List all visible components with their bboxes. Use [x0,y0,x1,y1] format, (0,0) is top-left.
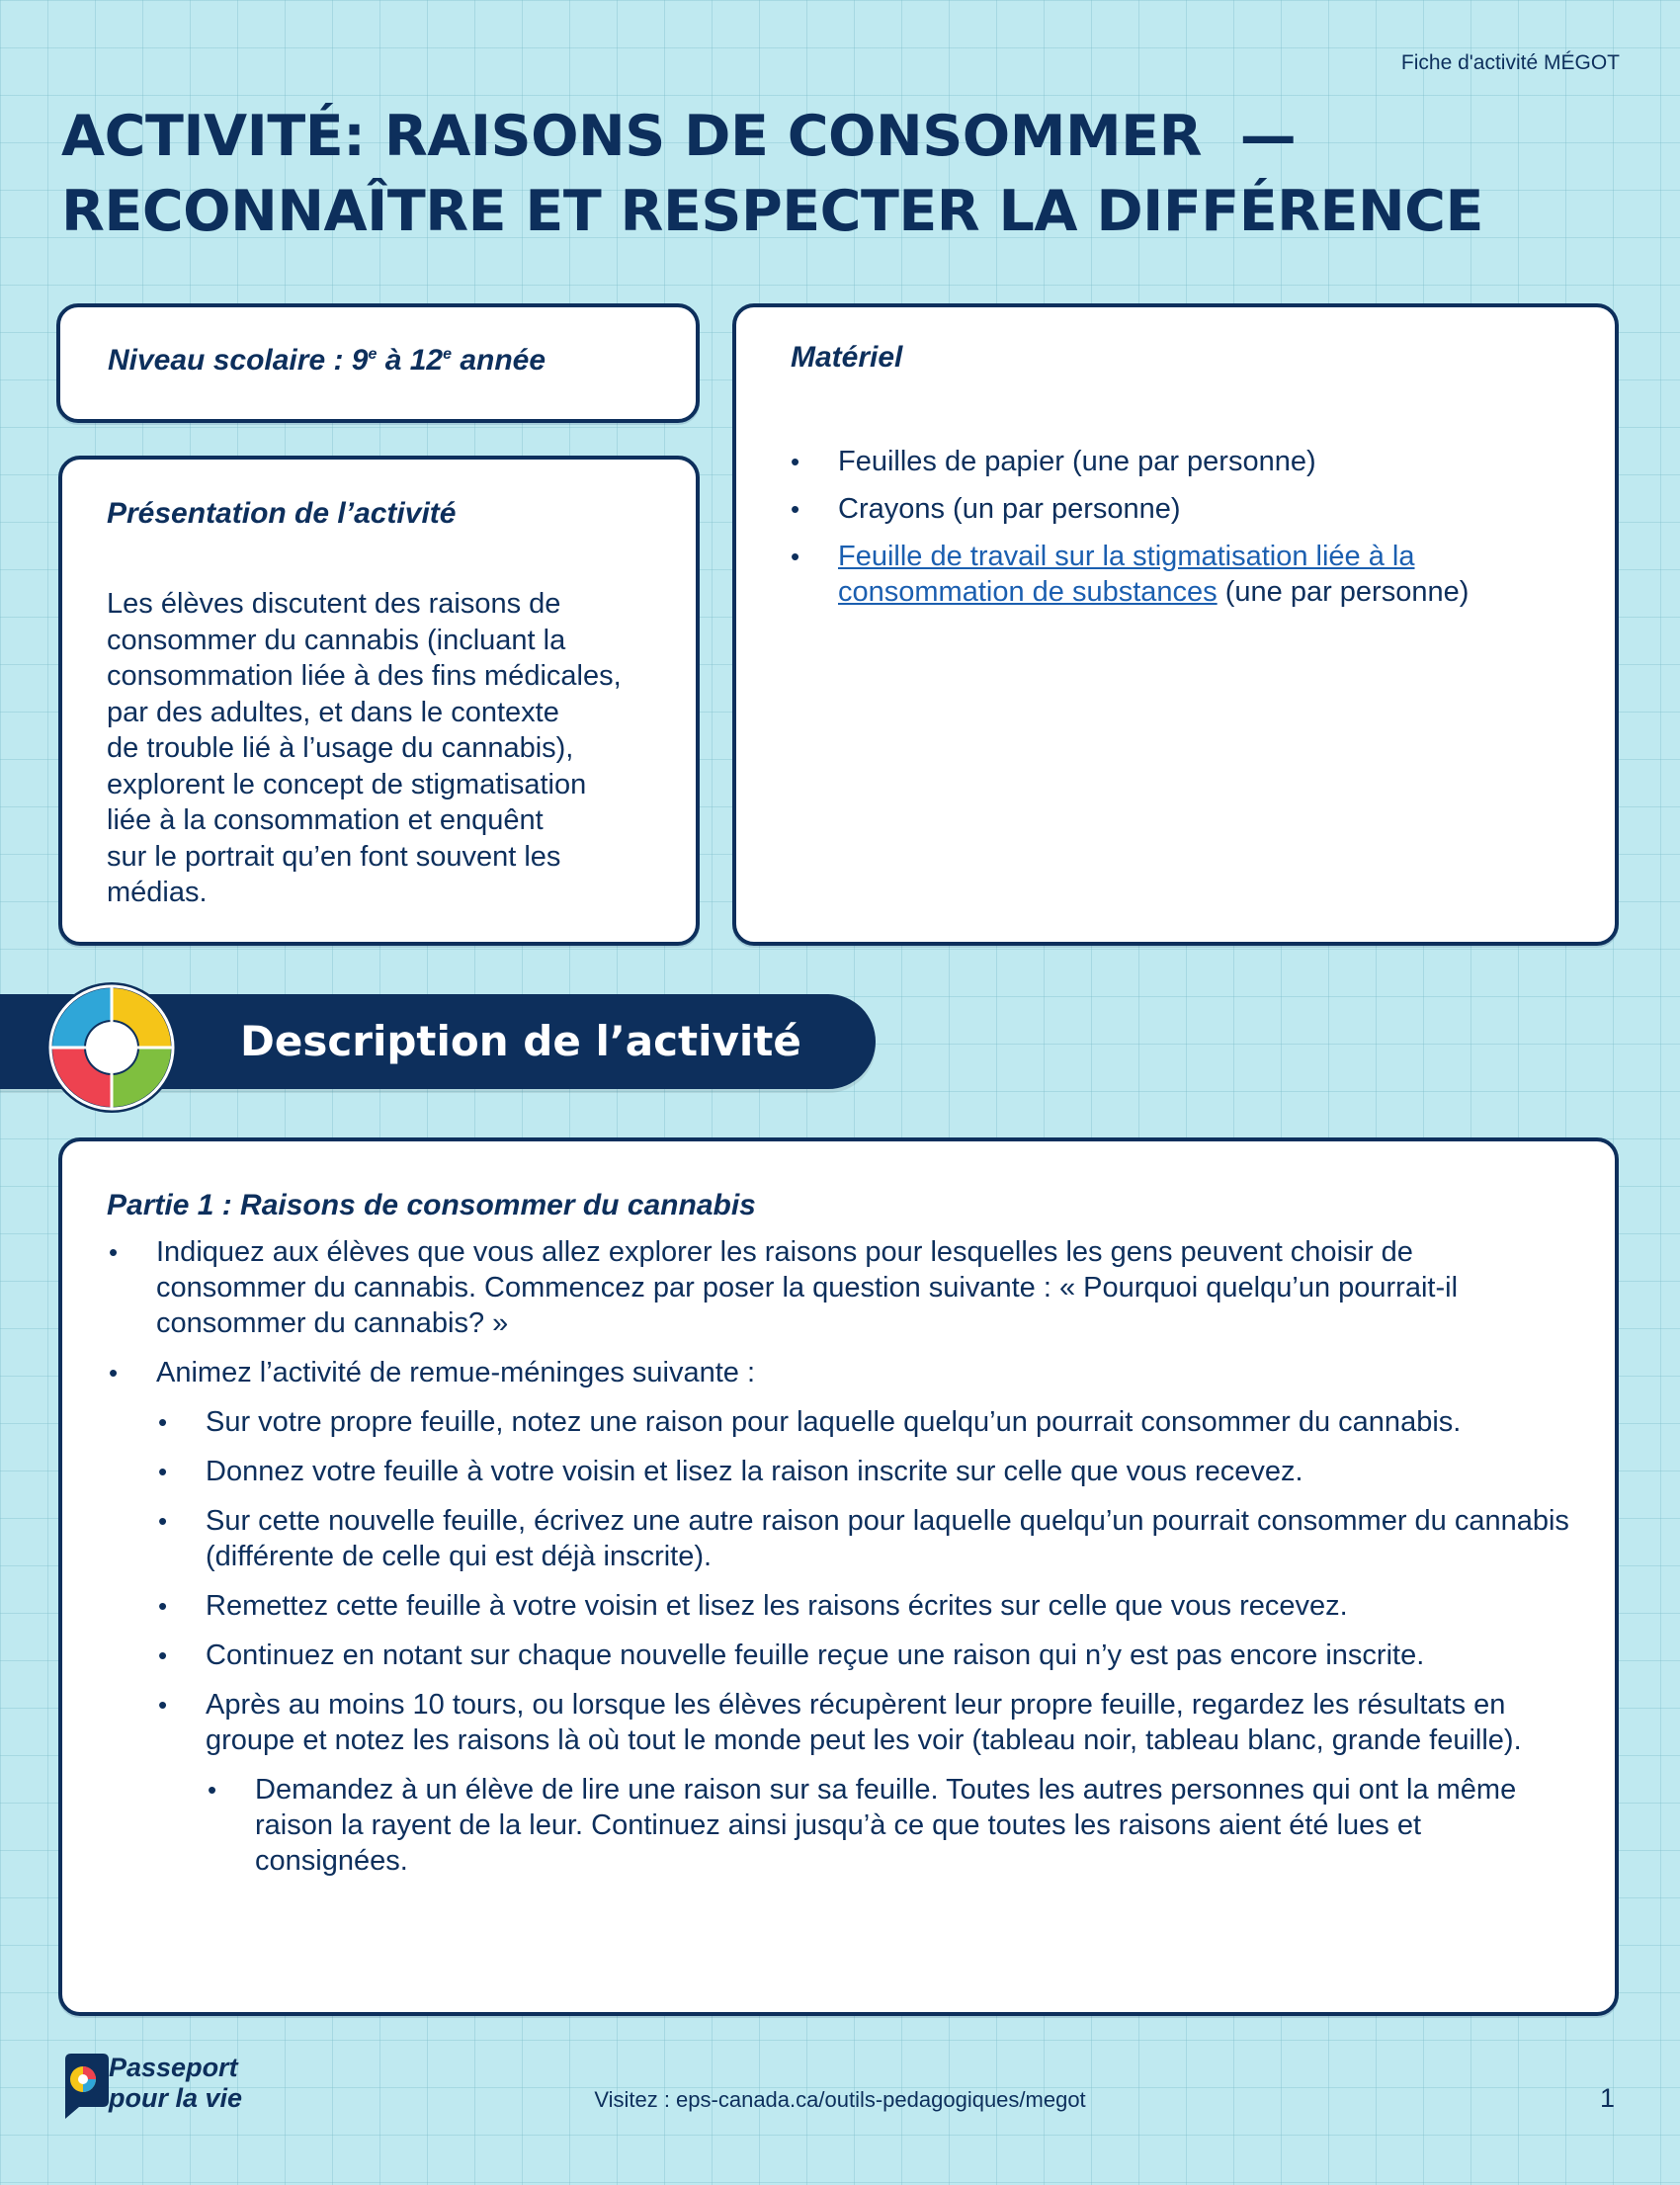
brainstorm-steps [156,1404,1575,1879]
bullet-icon: • [158,1690,168,1720]
step-item: • Remettez cette feuille à votre voisin et lisez les raisons écrites sur celle que vous recevez. [158,1590,1348,1622]
step-item: • Sur cette nouvelle feuille, écrivez une autre raison pour laquelle quelqu’un pourrait consommer du cannabis (différente de celle qui est déjà inscrite). [158,1505,1569,1572]
activity-ring-icon [42,978,181,1117]
bullet-icon: • [109,1237,119,1267]
materials-heading: Matériel [791,341,903,374]
bullet-icon: • [158,1407,168,1437]
section-title: Description de l’activité [240,1017,801,1065]
sub-step-item: • Demandez à un élève de lire une raison sur sa feuille. Toutes les autres personnes qui ont la même raison la rayent de la leur. Continuez ainsi jusqu’à ce que toutes les raisons aient été lues et consignées. [208,1774,1517,1877]
page-number: 1 [1599,2083,1615,2113]
materials-item-suffix: (une par personne) [1217,576,1470,608]
materials-item [791,539,1595,610]
description-list [107,1234,1575,1879]
presentation-line: de trouble lié à l’usage du cannabis), [107,732,574,764]
bullet-icon: • [158,1457,168,1486]
materials-item: • Feuilles de papier (une par personne) [791,446,1316,477]
presentation-line: par des adultes, et dans le contexte [107,696,559,728]
presentation-line: liée à la consommation et enquênt [107,804,544,836]
materials-list [791,444,1595,610]
grade-level-card [56,303,700,423]
bullet-icon: • [158,1640,168,1670]
presentation-line: Les élèves discutent des raisons de [107,588,561,620]
bullet-icon: • [109,1358,119,1387]
presentation-line: médias. [107,877,208,908]
brand-line-1: Passeport [109,2053,238,2082]
description-item: • Animez l’activité de remue-méninges suivante : • Sur votre propre feuille, notez une raison pour laquelle quelqu’un pourrait consommer du cannabis. • Donnez votre feuille à votre voisin et lisez la raison inscrite sur celle que vous recevez. • Sur cette nouvelle feuille, écrivez une autre raison pour laquelle quelqu’un pourrait consommer du cannabis (différente de celle qui est déjà inscrite). • Remettez cette feuille à votre voisin et lisez les raisons écrites sur celle que vous recevez. • Continuez en notant sur chaque nouvelle feuille reçue une raison qui n’y est pas encore inscrite. • Après au moins 10 tours, ou lorsque les élèves récupèrent leur propre feuille, regardez les résultats en groupe et notez les raisons là où tout le monde peut les voir (tableau noir, tableau blanc, grande feuille). • Demandez à un élève de lire une raison sur sa feuille. Toutes les autres personnes qui ont la même raison la rayent de la leur. Continuez ainsi jusqu’à ce que toutes les raisons aient été lues et consignées. [156,1355,1575,1879]
part-heading: Partie 1 : Raisons de consommer du cannabis [107,1189,756,1221]
materials-card [732,303,1619,946]
description-card [58,1137,1619,2016]
presentation-line: consommation liée à des fins médicales, [107,660,622,692]
bullet-icon: • [158,1506,168,1536]
presentation-line: consommer du cannabis (incluant la [107,624,566,656]
presentation-line: explorent le concept de stigmatisation [107,768,587,800]
bullet-icon: • [208,1775,217,1805]
bullet-icon: • [791,494,800,524]
brand-line-2: pour la vie [109,2083,243,2113]
footer-url[interactable]: Visitez : eps-canada.ca/outils-pedagogiques/megot [594,2087,1086,2112]
grade-level-text: Niveau scolaire : 9e à 12e année [108,344,546,377]
bullet-icon: • [791,542,800,571]
description-item: • Indiquez aux élèves que vous allez explorer les raisons pour lesquelles les gens peuvent choisir de consommer du cannabis. Commencez par poser la question suivante : « Pourquoi quelqu’un pourrait-il consommer du cannabis? » [109,1236,1459,1339]
bullet-icon: • [791,447,800,476]
presentation-body [107,586,676,911]
step-item: • Donnez votre feuille à votre voisin et lisez la raison inscrite sur celle que vous recevez. [158,1456,1303,1487]
bullet-icon: • [158,1591,168,1621]
title-line-1: ACTIVITÉ: RAISONS DE CONSOMMER — [61,104,1297,169]
step-item: • Sur votre propre feuille, notez une raison pour laquelle quelqu’un pourrait consommer du cannabis. [158,1406,1462,1438]
worksheet-link[interactable]: Feuille de travail sur la stigmatisation liée à la consommation de substances [838,541,1415,608]
title-line-2: RECONNAÎTRE ET RESPECTER LA DIFFÉRENCE [61,179,1483,244]
page-title [61,99,1633,249]
sub-steps [206,1772,1589,1879]
presentation-line: sur le portrait qu’en font souvent les [107,840,561,873]
presentation-heading: Présentation de l’activité [107,497,457,530]
document-tag: Fiche d'activité MÉGOT [1400,51,1620,74]
step-item: • Continuez en notant sur chaque nouvelle feuille reçue une raison qui n’y est pas encore inscrite. [158,1639,1425,1671]
materials-item: • Crayons (un par personne) [791,493,1181,525]
presentation-card [58,456,700,946]
step-item: • Après au moins 10 tours, ou lorsque les élèves récupèrent leur propre feuille, regardez les résultats en groupe et notez les raisons là où tout le monde peut les voir (tableau noir, tableau blanc, grande feuille). • Demandez à un élève de lire une raison sur sa feuille. Toutes les autres personnes qui ont la même raison la rayent de la leur. Continuez ainsi jusqu’à ce que toutes les raisons aient été lues et consignées. [206,1687,1589,1879]
